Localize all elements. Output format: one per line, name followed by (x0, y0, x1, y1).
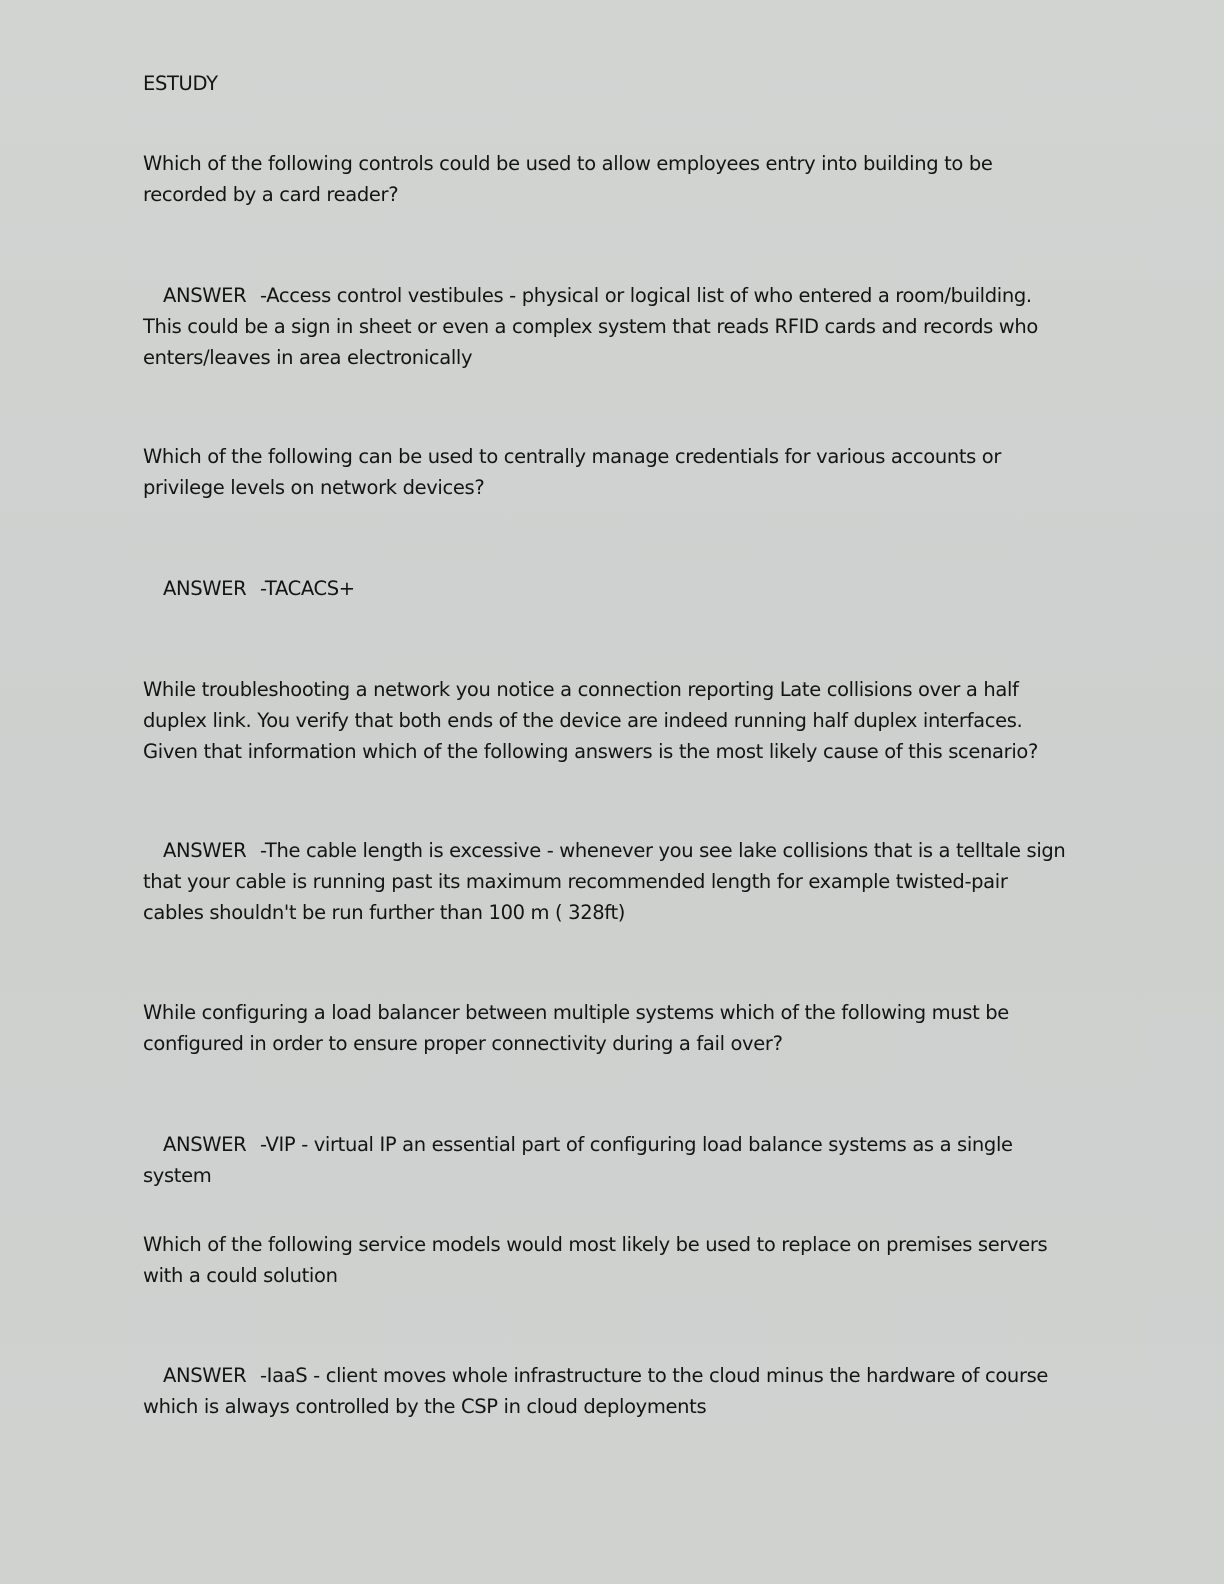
answer-label: ANSWER (163, 839, 247, 862)
answer-4 (143, 1129, 1073, 1191)
document-title: ESTUDY (143, 72, 218, 95)
question-2: Which of the following can be used to centrally manage credentials for various accounts or privilege levels on network devices? (143, 445, 1002, 499)
answer-text: -The cable length is excessive - whenever you see lake collisions that is a telltale sign that your cable is running past its maximum recommended length for example twisted-pair cables shouldn't be run further than 100 m ( 328ft) (143, 839, 1066, 924)
answer-text: -TACACS+ (260, 577, 355, 600)
question-1: Which of the following controls could be used to allow employees entry into building to be recorded by a card reader? (143, 152, 993, 206)
answer-label: ANSWER (163, 1364, 247, 1387)
answer-2 (143, 573, 1073, 604)
answer-1 (143, 280, 1073, 373)
answer-text: -Access control vestibules - physical or logical list of who entered a room/building. This could be a sign in sheet or even a complex system that reads RFID cards and records who enters/leaves in area electronically (143, 284, 1038, 369)
answer-text: -IaaS - client moves whole infrastructure to the cloud minus the hardware of course which is always controlled by the CSP in cloud deployments (143, 1364, 1049, 1418)
answer-label: ANSWER (163, 284, 247, 307)
question-5: Which of the following service models would most likely be used to replace on premises servers with a could solution (143, 1233, 1048, 1287)
answer-label: ANSWER (163, 577, 247, 600)
answer-label: ANSWER (163, 1133, 247, 1156)
answer-3 (143, 835, 1073, 928)
answer-5 (143, 1360, 1073, 1422)
answer-text: -VIP - virtual IP an essential part of configuring load balance systems as a single system (143, 1133, 1013, 1187)
question-3: While troubleshooting a network you notice a connection reporting Late collisions over a half duplex link. You verify that both ends of the device are indeed running half duplex interfaces. Given that information which of the following answers is the most likely cause of this scenario? (143, 678, 1038, 763)
question-4: While configuring a load balancer between multiple systems which of the following must be configured in order to ensure proper connectivity during a fail over? (143, 1001, 1009, 1055)
